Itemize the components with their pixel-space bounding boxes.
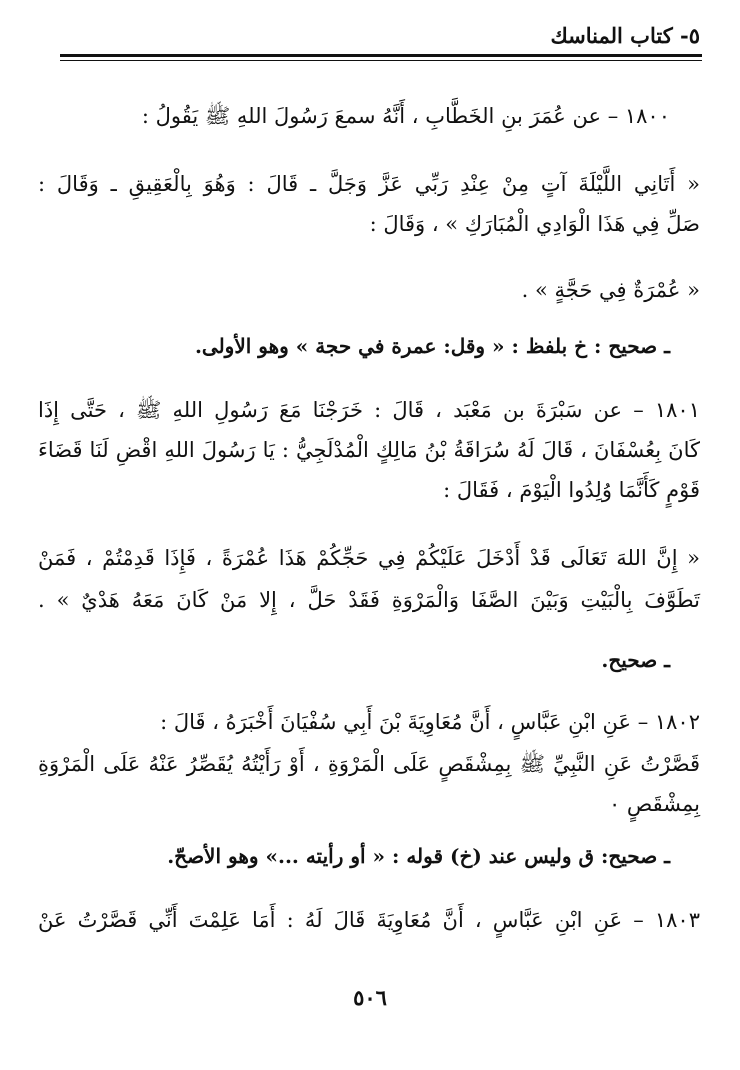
hadith-1802-line-2: قَصَّرْتُ عَنِ النَّبِيِّ ﷺ بِمِشْقَصٍ عَلَى الْمَرْوَةِ ، أَوْ رَأَيْتُهُ يُقَصِّرُ عَنْهُ عَلَى الْمَرْوَةِ (38, 752, 700, 776)
header-rule-thick (60, 54, 702, 57)
hadith-1801-line-2: كَانَ بِعُسْفَانَ ، قَالَ لَهُ سُرَاقَةُ بْنُ مَالِكٍ الْمُدْلَجِيُّ : يَا رَسُولَ اللهِ اقْضِ لَنَا قَضَاءَ (38, 438, 700, 462)
hadith-1800-line-4: « عُمْرَةٌ فِي حَجَّةٍ » . (521, 278, 700, 302)
hadith-1801-line-5: تَطَوَّفَ بِالْبَيْتِ وَبَيْنَ الصَّفَا وَالْمَرْوَةِ فَقَدْ حَلَّ ، إِلا مَنْ كَانَ مَعَهُ هَدْيٌ » . (38, 588, 700, 612)
grading-note-1801: ـ صحيح. (601, 648, 670, 672)
running-header: ٥- كتاب المناسك (550, 23, 700, 48)
hadith-1800-line-2: « أَتَانِي اللَّيْلَةَ آتٍ مِنْ عِنْدِ رَبِّي عَزَّ وَجَلَّ ـ قَالَ : وَهُوَ بِالْعَقِيقِ ـ وَقَالَ : (38, 172, 700, 196)
page-number: ٥٠٦ (353, 985, 387, 1010)
hadith-1803-line-1: ١٨٠٣ – عَنِ ابْنِ عَبَّاسٍ ، أَنَّ مُعَاوِيَةَ قَالَ لَهُ : أَمَا عَلِمْتَ أَنِّي قَصَّرْتُ عَنْ (38, 908, 700, 932)
hadith-1801-line-1: ١٨٠١ – عن سَبْرَةَ بن مَعْبَد ، قَالَ : خَرَجْنَا مَعَ رَسُولِ اللهِ ﷺ ، حَتَّى إِذَا (38, 398, 700, 422)
hadith-1802-line-3: بِمِشْقَصٍ ٠ (608, 792, 700, 816)
grading-note-1800: ـ صحيح : خ بلفظ : « وقل: عمرة في حجة » وهو الأولى. (194, 334, 670, 358)
hadith-1800-line-3: صَلِّ فِي هَذَا الْوَادِي الْمُبَارَكِ » ، وَقَالَ : (369, 212, 700, 236)
hadith-1801-line-3: قَوْمٍ كَأَنَّمَا وُلِدُوا الْيَوْمَ ، فَقَالَ : (443, 478, 700, 502)
hadith-1800-line-1: ١٨٠٠ – عن عُمَرَ بنِ الخَطَّابِ ، أَنَّهُ سمعَ رَسُولَ اللهِ ﷺ يَقُولُ : (141, 104, 670, 128)
hadith-1802-line-1: ١٨٠٢ – عَنِ ابْنِ عَبَّاسٍ ، أَنَّ مُعَاوِيَةَ بْنَ أَبِي سُفْيَانَ أَخْبَرَهُ ، قَالَ : (160, 710, 700, 734)
header-rule-thin (60, 60, 702, 61)
grading-note-1802: ـ صحيح: ق وليس عند (خ) قوله : « أو رأيته ...» وهو الأصحّ. (167, 844, 670, 868)
hadith-1801-line-4: « إِنَّ اللهَ تَعَالَى قَدْ أَدْخَلَ عَلَيْكُمْ فِي حَجِّكُمْ هَذَا عُمْرَةً ، فَإِذَا قَدِمْتُمْ ، فَمَنْ (38, 546, 700, 570)
